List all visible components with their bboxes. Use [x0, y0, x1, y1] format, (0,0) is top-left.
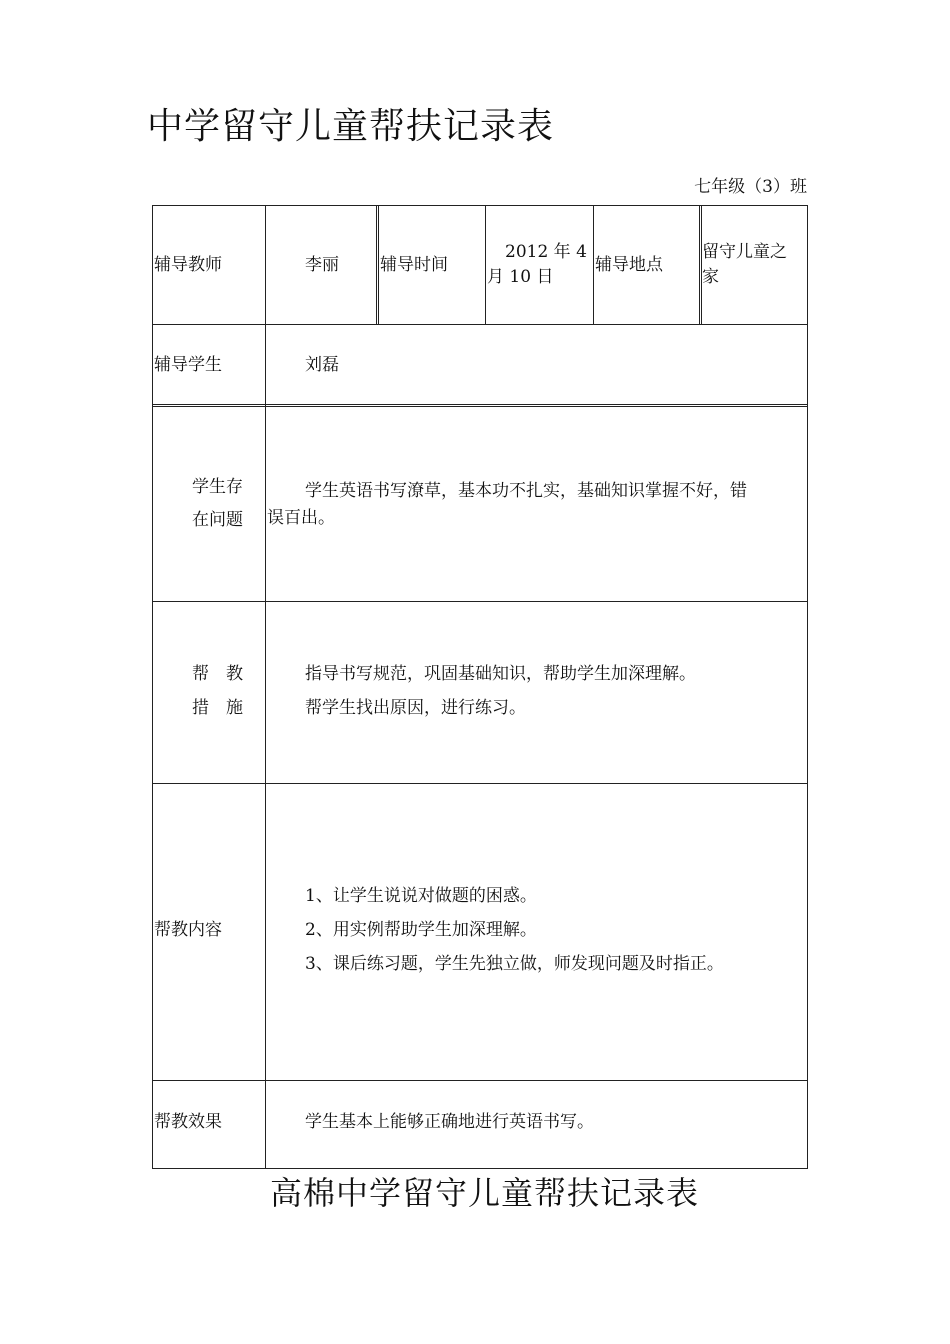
row-divider: [152, 601, 808, 602]
tutor-time-value-line1: 2012 年 4: [505, 242, 587, 262]
column-divider: [485, 205, 486, 324]
row-divider: [152, 324, 808, 325]
student-value: 刘磊: [305, 355, 339, 375]
grade-class-label: 七年级（3）班: [694, 177, 807, 197]
column-divider: [265, 205, 266, 1169]
content-label: 帮教内容: [154, 920, 222, 940]
tutor-place-value-line1: 留守儿童之: [702, 242, 787, 262]
column-divider: [376, 205, 377, 324]
problem-label-line2: 在问题: [192, 510, 243, 530]
footer-title: 高棉中学留守儿童帮扶记录表: [270, 1174, 700, 1212]
measures-label-line2: 措 施: [192, 698, 243, 718]
column-divider: [593, 205, 594, 324]
row-divider: [152, 1080, 808, 1081]
tutor-place-value-line2: 家: [702, 267, 719, 287]
page-title: 中学留守儿童帮扶记录表: [147, 106, 555, 147]
column-divider: [699, 205, 700, 324]
record-table: [152, 205, 808, 1169]
problem-text-line1: 学生英语书写潦草，基本功不扎实，基础知识掌握不好，错: [305, 481, 747, 501]
measures-item: 指导书写规范，巩固基础知识，帮助学生加深理解。: [305, 664, 696, 684]
problem-text-line2: 误百出。: [267, 508, 335, 528]
effect-label: 帮教效果: [154, 1112, 222, 1132]
content-item: 3、课后练习题，学生先独立做，师发现问题及时指正。: [305, 954, 724, 974]
column-divider: [378, 205, 379, 324]
content-item: 1、让学生说说对做题的困惑。: [305, 886, 537, 906]
content-item: 2、用实例帮助学生加深理解。: [305, 920, 537, 940]
row-divider: [152, 783, 808, 784]
tutor-teacher-label: 辅导教师: [154, 255, 222, 275]
tutor-place-label: 辅导地点: [595, 255, 663, 275]
tutor-teacher-value: 李丽: [305, 255, 339, 275]
tutor-time-label: 辅导时间: [380, 255, 448, 275]
tutor-time-value-line2: 月 10 日: [487, 267, 554, 287]
student-label: 辅导学生: [154, 355, 222, 375]
measures-item: 帮学生找出原因，进行练习。: [305, 698, 526, 718]
effect-text: 学生基本上能够正确地进行英语书写。: [305, 1112, 594, 1132]
measures-label-line1: 帮 教: [192, 664, 243, 684]
row-divider: [152, 404, 808, 405]
problem-label-line1: 学生存: [192, 477, 243, 497]
row-divider: [152, 406, 808, 407]
